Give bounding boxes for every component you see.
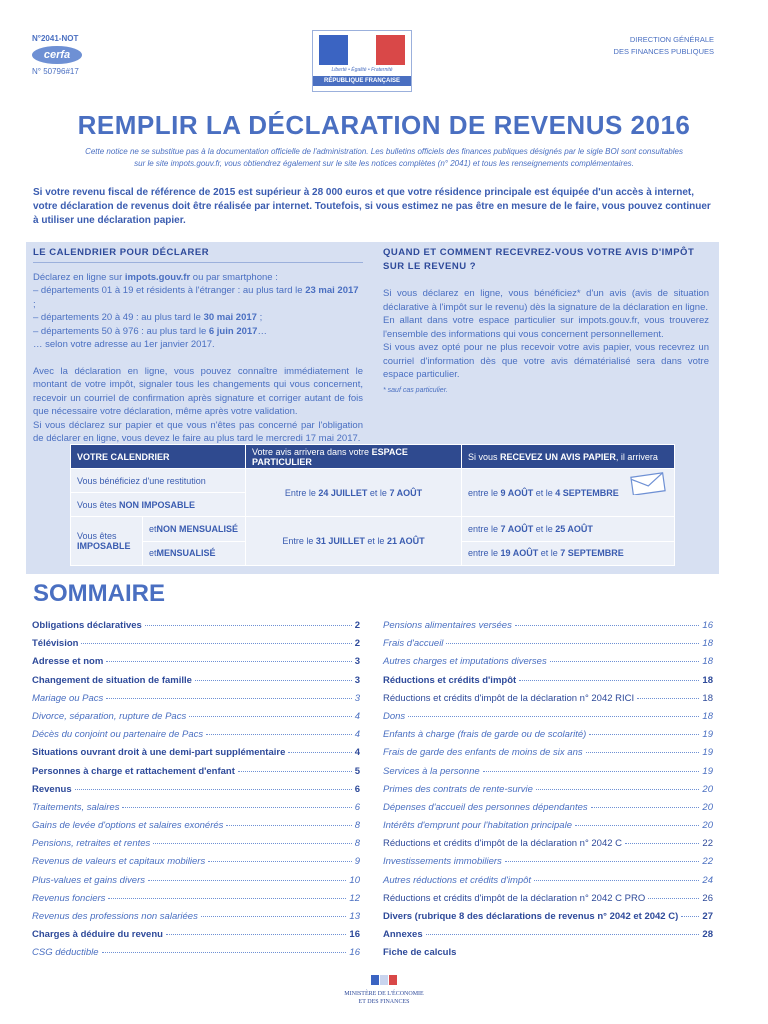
toc-leader-dots (206, 734, 352, 735)
mensualise-cell: et MENSUALISÉ (149, 548, 216, 559)
toc-entry-label: Réductions et crédits d'impôt de la déclaration n° 2042 RICI (383, 692, 635, 704)
direction-label (614, 34, 714, 58)
toc-entry-page: 6 (354, 801, 360, 813)
toc-entry[interactable] (32, 802, 360, 820)
toc-entry-page: 20 (702, 783, 713, 795)
toc-entry[interactable] (32, 693, 360, 711)
toc-entry[interactable] (383, 693, 713, 711)
toc-entry[interactable] (383, 838, 713, 856)
non-mensualise-cell: et NON MENSUALISÉ (143, 517, 245, 542)
toc-leader-dots (122, 807, 351, 808)
toc-entry-page: 19 (702, 747, 713, 759)
toc-leader-dots (102, 952, 347, 953)
toc-entry-label: Charges à déduire du revenu (32, 929, 163, 941)
toc-entry-label: Fiche de calculs (383, 947, 457, 959)
toc-leader-dots (106, 661, 351, 662)
toc-leader-dots (208, 861, 352, 862)
toc-entry-page: 3 (354, 674, 360, 686)
toc-entry-label: Dons (383, 710, 406, 722)
toc-entry-page: 12 (349, 892, 360, 904)
toc-leader-dots (536, 789, 699, 790)
direction-line-1: DIRECTION GÉNÉRALE (629, 35, 714, 44)
envelope-icon (630, 471, 666, 495)
toc-entry-page: 27 (702, 911, 713, 922)
imposable-label-a: Vous êtes (77, 531, 117, 541)
imposable-cell (71, 517, 246, 566)
calendar-table (70, 444, 675, 566)
toc-entry-page: 28 (702, 929, 713, 941)
table-row (71, 517, 675, 542)
toc-leader-dots (534, 880, 699, 881)
toc-entry[interactable] (383, 947, 713, 965)
toc-leader-dots (153, 843, 351, 844)
toc-entry-label: Situations ouvrant droit à une demi-part supplémentaire (32, 747, 286, 759)
notice-paragraph-1: Si vous déclarez en ligne, vous bénéficiez* d'un avis (avis de situation déclarative à l'impôt sur le revenu) dès la signature de la déclaration en ligne. (383, 288, 709, 313)
toc-entry[interactable] (383, 620, 713, 638)
toc-entry-label: Enfants à charge (frais de garde ou de scolarité) (383, 729, 587, 741)
toc-leader-dots (591, 807, 700, 808)
online-dates-2: Entre le 31 JUILLET et le 21 AOÛT (246, 517, 462, 566)
toc-entry[interactable] (383, 656, 713, 674)
toc-right-column (383, 620, 713, 966)
toc-entry-label: Autres réductions et crédits d'impôt (383, 874, 532, 886)
toc-entry-label: Frais d'accueil (383, 638, 444, 650)
calendar-header-row (71, 445, 675, 469)
toc-entry-page: 2 (354, 638, 360, 650)
sommaire-title: SOMMAIRE (33, 580, 165, 607)
toc-entry[interactable] (32, 911, 360, 929)
toc-leader-dots (625, 843, 699, 844)
toc-entry-page: 9 (354, 856, 360, 868)
toc-entry-label: Traitements, salaires (32, 801, 120, 813)
toc-entry[interactable] (32, 711, 360, 729)
deadline-zone-3: – départements 50 à 976 : au plus tard le 6 juin 2017… (33, 325, 267, 337)
toc-leader-dots (106, 698, 351, 699)
toc-entry-label: Annexes (383, 929, 423, 941)
toc-entry[interactable] (383, 675, 713, 693)
address-reference-line: … selon votre adresse au 1er janvier 2017. (33, 339, 215, 350)
marianne-emblem (319, 35, 405, 65)
toc-entry-label: Réductions et crédits d'impôt de la déclaration n° 2042 C PRO (383, 892, 646, 904)
toc-leader-dots (75, 789, 352, 790)
table-row (71, 469, 675, 493)
republique-francaise-logo (312, 30, 412, 92)
ministry-logo (0, 975, 768, 1006)
toc-entry-page: 18 (702, 674, 713, 686)
toc-entry-label: Investissements immobiliers (383, 856, 502, 868)
notice-heading: QUAND ET COMMENT RECEVREZ-VOUS VOTRE AVIS D'IMPÔT SUR LE REVENU ? (383, 247, 695, 272)
deadline-zone-2: – départements 20 à 49 : au plus tard le 30 mai 2017 ; (33, 312, 263, 323)
toc-entry-page: 20 (702, 820, 713, 832)
toc-leader-dots (226, 825, 351, 826)
toc-entry-label: Frais de garde des enfants de moins de six ans (383, 747, 583, 759)
cerfa-number: N° 50796#17 (32, 67, 79, 76)
toc-entry[interactable] (32, 838, 360, 856)
paper-col-header: Si vous RECEVEZ UN AVIS PAPIER, il arrivera (462, 445, 675, 469)
toc-entry[interactable] (32, 675, 360, 693)
toc-leader-dots (515, 625, 700, 626)
direction-line-2: DES FINANCES PUBLIQUES (613, 47, 714, 56)
toc-entry-page: 6 (354, 783, 360, 795)
toc-entry-page: 24 (702, 874, 713, 886)
toc-leader-dots (550, 661, 700, 662)
toc-entry[interactable] (32, 656, 360, 674)
toc-entry-label: Services à la personne (383, 765, 480, 777)
cerfa-logo: cerfa (32, 46, 82, 64)
notice-paragraph-2: En allant dans votre espace particulier sur impots.gouv.fr, vous trouverez l'ensemble des informations qui vous concernent personnellement. (383, 315, 709, 340)
calendar-heading: LE CALENDRIER POUR DÉCLARER (33, 246, 363, 263)
toc-entry-label: Obligations déclaratives (32, 620, 142, 631)
online-declaration-line: Déclarez en ligne sur impots.gouv.fr ou par smartphone : (33, 271, 278, 283)
toc-entry-page: 10 (349, 874, 360, 886)
ministry-line-2: ET DES FINANCES (358, 999, 410, 1005)
toc-leader-dots (195, 680, 352, 681)
toc-left-column (32, 620, 360, 966)
toc-entry[interactable] (32, 620, 360, 638)
toc-leader-dots (288, 752, 351, 753)
toc-leader-dots (483, 771, 700, 772)
toc-leader-dots (648, 898, 699, 899)
toc-entry[interactable] (383, 820, 713, 838)
toc-entry-label: Dépenses d'accueil des personnes dépendantes (383, 801, 588, 813)
toc-entry[interactable] (383, 638, 713, 656)
toc-entry-label: Primes des contrats de rente-survie (383, 783, 533, 795)
toc-entry-page: 2 (354, 620, 360, 631)
toc-entry[interactable] (32, 784, 360, 802)
toc-entry-label: Réductions et crédits d'impôt (383, 674, 517, 686)
toc-entry-page: 18 (702, 638, 713, 650)
toc-entry[interactable] (32, 929, 360, 947)
toc-entry[interactable] (383, 911, 713, 929)
toc-leader-dots (637, 698, 699, 699)
toc-entry-label: Revenus fonciers (32, 892, 106, 904)
toc-entry[interactable] (32, 638, 360, 656)
toc-entry-page: 26 (702, 892, 713, 904)
toc-entry-label: Adresse et nom (32, 656, 104, 668)
toc-entry[interactable] (383, 766, 713, 784)
toc-entry-page: 22 (702, 856, 713, 868)
notice-paragraph-3: Si vous avez opté pour ne plus recevoir votre avis papier, vous recevrez un courriel d'information dès que votre avis dématérialisé sera dans votre espace particulier. (383, 342, 709, 380)
toc-entry-label: Changement de situation de famille (32, 674, 192, 686)
toc-entry-page: 18 (702, 710, 713, 722)
online-col-header: Votre avis arrivera dans votre ESPACE PARTICULIER (246, 445, 462, 469)
paper-dates-1: entre le 9 AOÛT et le 4 SEPTEMBRE (462, 469, 675, 517)
logo-motto: Liberté • Égalité • Fraternité (331, 67, 393, 73)
imposable-label-b: IMPOSABLE (77, 541, 131, 551)
toc-entry-label: Gains de levée d'options et salaires exonérés (32, 820, 224, 832)
toc-entry-label: Mariage ou Pacs (32, 692, 104, 704)
toc-entry-page: 16 (349, 929, 360, 941)
calendar-col-header: VOTRE CALENDRIER (71, 445, 246, 469)
toc-entry-label: Revenus (32, 783, 72, 795)
toc-entry[interactable] (32, 947, 360, 965)
marianne-emblem-small (371, 975, 397, 985)
toc-entry-label: Divorce, séparation, rupture de Pacs (32, 710, 187, 722)
toc-entry-label: CSG déductible (32, 947, 99, 959)
toc-leader-dots (505, 861, 700, 862)
toc-leader-dots (589, 734, 699, 735)
toc-entry-label: Revenus de valeurs et capitaux mobiliers (32, 856, 206, 868)
toc-entry-label: Pensions, retraites et rentes (32, 838, 151, 850)
toc-entry-page: 5 (354, 765, 360, 777)
toc-entry-page: 22 (702, 838, 713, 850)
toc-leader-dots (519, 680, 699, 681)
toc-entry-page: 4 (354, 710, 360, 722)
toc-entry[interactable] (383, 929, 713, 947)
toc-entry-page: 8 (354, 838, 360, 850)
toc-entry-label: Autres charges et imputations diverses (383, 656, 547, 668)
toc-entry[interactable] (32, 820, 360, 838)
toc-entry[interactable] (32, 729, 360, 747)
toc-leader-dots (201, 916, 347, 917)
toc-entry[interactable] (383, 784, 713, 802)
toc-entry-label: Revenus des professions non salariées (32, 911, 198, 922)
toc-leader-dots (145, 625, 352, 626)
toc-leader-dots (238, 771, 352, 772)
toc-leader-dots (108, 898, 346, 899)
toc-entry-page: 18 (702, 656, 713, 668)
toc-entry-page: 3 (354, 692, 360, 704)
toc-entry-label: Pensions alimentaires versées (383, 620, 512, 631)
toc-entry[interactable] (383, 893, 713, 911)
toc-leader-dots (408, 716, 699, 717)
toc-entry-page: 8 (354, 820, 360, 832)
lead-paragraph: Si votre revenu fiscal de référence de 2015 est supérieur à 28 000 euros et que votre résidence principale est équipée d'un accès à internet, votre déclaration de revenus doit être réalisée par internet. Toutefois, si vous estimez ne pas être en mesure de le faire, vous pouvez continuer à utiliser une déclaration papier. (33, 187, 711, 226)
deadline-zone-1: – départements 01 à 19 et résidents à l'étranger : au plus tard le 23 mai 2017 ; (33, 285, 359, 310)
intro-line-1: Cette notice ne se substitue pas à la documentation officielle de l'administration. Les bulletins officiels des finances publiques désignés par le sigle BOI sont consultables (85, 147, 683, 156)
toc-leader-dots (81, 643, 351, 644)
restitution-cell: Vous bénéficiez d'une restitution (71, 469, 246, 493)
toc-entry[interactable] (32, 893, 360, 911)
toc-entry-label: Personnes à charge et rattachement d'enfant (32, 765, 235, 777)
intro-line-2: sur le site impots.gouv.fr, vous obtiendrez également sur le site les notices complètes (n° 2041) et tous les renseignements complémentaires. (134, 159, 634, 168)
toc-entry-page: 19 (702, 729, 713, 741)
non-imposable-cell: Vous êtes NON IMPOSABLE (71, 493, 246, 517)
toc-leader-dots (575, 825, 699, 826)
ministry-line-1: MINISTÈRE DE L'ÉCONOMIE (344, 991, 424, 997)
paper-dates-2: entre le 7 AOÛT et le 25 AOÛT (462, 517, 675, 542)
online-benefits-paragraph: Avec la déclaration en ligne, vous pouvez connaître immédiatement le montant de votre impôt, signaler tous les changements qui vous concernent, recevoir un courriel de confirmation après signature et corriger autant de fois que nécessaire votre déclaration, même après votre validation. (33, 365, 363, 417)
toc-entry-page: 16 (702, 620, 713, 631)
toc-entry-page: 4 (354, 747, 360, 759)
toc-leader-dots (426, 934, 700, 935)
toc-entry[interactable] (383, 875, 713, 893)
toc-entry-page: 13 (349, 911, 360, 922)
toc-entry[interactable] (32, 856, 360, 874)
paper-dates-3: entre le 19 AOÛT et le 7 SEPTEMBRE (462, 541, 675, 566)
intro-notice (80, 146, 688, 170)
page-title: REMPLIR LA DÉCLARATION DE REVENUS 2016 (77, 110, 691, 140)
toc-entry[interactable] (383, 747, 713, 765)
calendar-column (33, 246, 363, 446)
toc-entry-label: Plus-values et gains divers (32, 874, 145, 886)
toc-entry[interactable] (32, 747, 360, 765)
toc-entry-page: 4 (354, 729, 360, 741)
toc-leader-dots (586, 752, 700, 753)
notice-column (383, 246, 709, 397)
toc-entry-label: Télévision (32, 638, 79, 650)
toc-entry-page: 19 (702, 765, 713, 777)
toc-entry-label: Intérêts d'emprunt pour l'habitation principale (383, 820, 572, 832)
toc-entry-label: Décès du conjoint ou partenaire de Pacs (32, 729, 204, 741)
toc-entry-page: 3 (354, 656, 360, 668)
toc-entry[interactable] (32, 875, 360, 893)
toc-entry[interactable] (383, 802, 713, 820)
toc-entry[interactable] (383, 711, 713, 729)
toc-entry-page: 20 (702, 801, 713, 813)
toc-leader-dots (166, 934, 346, 935)
paper-deadline-paragraph: Si vous déclarez sur papier et que vous n'êtes pas concerné par l'obligation de déclarer en ligne, vous devez le faire au plus tard le mercredi 17 mai 2017. (33, 419, 363, 444)
toc-entry[interactable] (383, 856, 713, 874)
toc-entry-label: Réductions et crédits d'impôt de la déclaration n° 2042 C (383, 838, 623, 850)
toc-entry-page: 16 (349, 947, 360, 959)
toc-entry[interactable] (32, 766, 360, 784)
toc-entry-label: Divers (rubrique 8 des déclarations de revenus n° 2042 et 2042 C) (383, 911, 679, 922)
toc-leader-dots (189, 716, 352, 717)
notice-footnote: * sauf cas particulier. (383, 386, 448, 394)
impots-link[interactable]: impots.gouv.fr (124, 271, 191, 283)
toc-leader-dots (446, 643, 699, 644)
toc-leader-dots (148, 880, 346, 881)
online-dates-1: Entre le 24 JUILLET et le 7 AOÛT (246, 469, 462, 517)
toc-entry[interactable] (383, 729, 713, 747)
toc-leader-dots (681, 916, 699, 917)
form-reference (30, 34, 120, 76)
logo-republic: RÉPUBLIQUE FRANÇAISE (313, 76, 411, 86)
toc-entry-page: 18 (702, 692, 713, 704)
form-number: N°2041-NOT (32, 34, 79, 43)
